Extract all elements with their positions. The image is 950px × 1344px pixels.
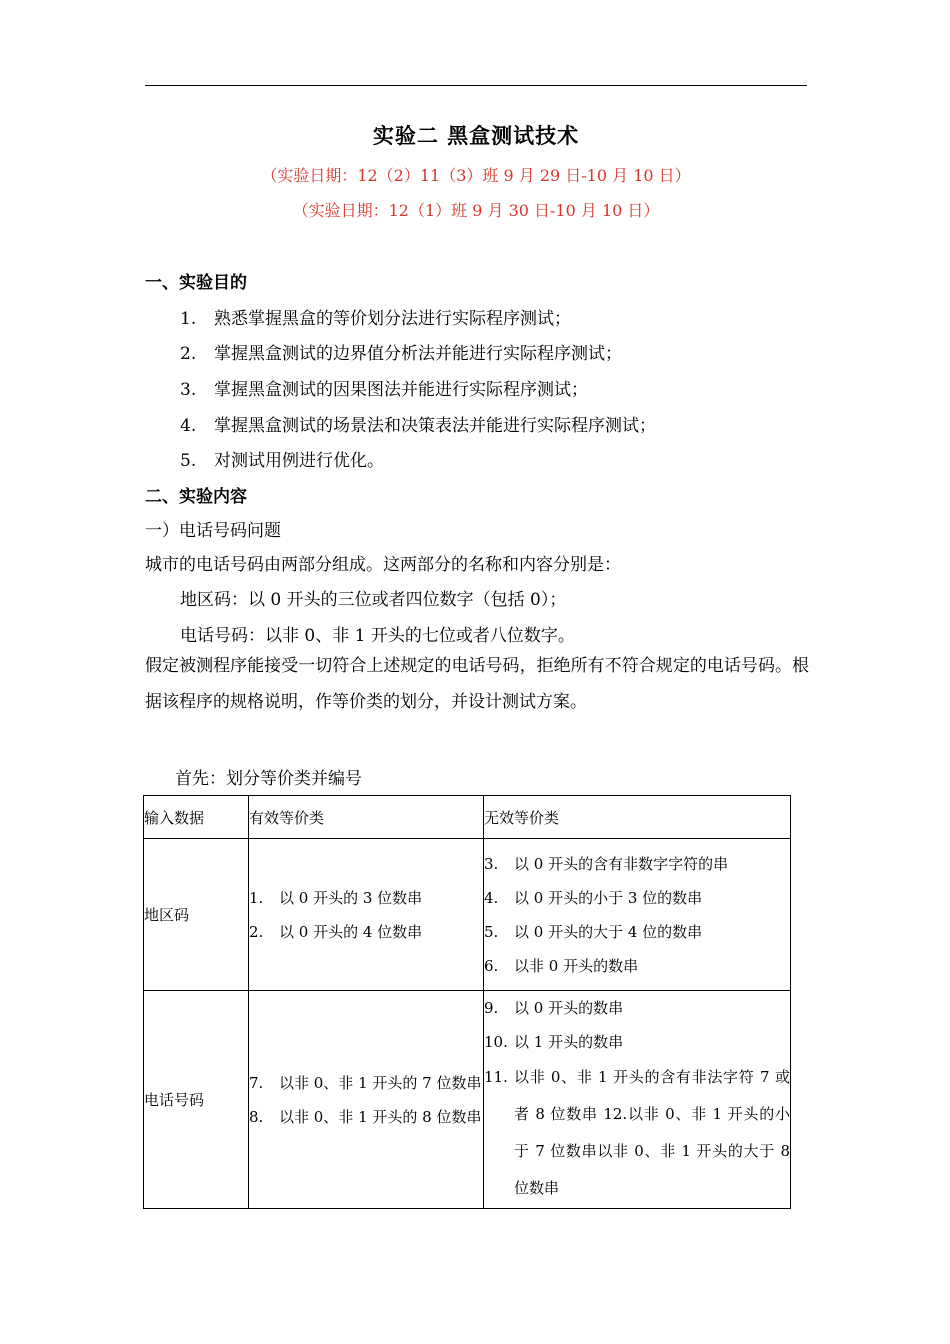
- equivalence-class-table: [143, 795, 791, 1209]
- objective-text: 对测试用例进行优化。: [214, 451, 384, 471]
- header-input-data: 输入数据: [144, 796, 249, 839]
- header-rule: [145, 85, 807, 86]
- table-header-row: [144, 796, 791, 839]
- valid-classes-cell: [249, 991, 484, 1209]
- list-item: 11. 以非 0、非 1 开头的含有非法字符 7 或者 8 位数串 12.以非 0、非 1 开头的小于 7 位数串以非 0、非 1 开头的大于 8 位数串: [484, 1068, 790, 1197]
- objective-text: 熟悉掌握黑盒的等价划分法进行实际程序测试；: [214, 309, 571, 329]
- experiment-date-2: （实验日期：12（1）班 9 月 30 日-10 月 10 日）: [292, 201, 660, 220]
- objective-item: [180, 411, 656, 436]
- list-item: 9. 以 0 开头的数串: [484, 999, 624, 1017]
- sub-heading: 一）电话号码问题: [145, 521, 281, 541]
- row-input-phone-number: 电话号码: [144, 991, 249, 1209]
- objective-text: 掌握黑盒测试的边界值分析法并能进行实际程序测试；: [214, 344, 622, 364]
- list-item: 2. 以 0 开头的 4 位数串: [249, 922, 423, 941]
- objective-item: [180, 375, 588, 400]
- objective-number: 2.: [180, 344, 197, 364]
- valid-classes-cell: [249, 839, 484, 991]
- list-item: 8. 以非 0、非 1 开头的 8 位数串: [249, 1107, 482, 1126]
- list-item: 7. 以非 0、非 1 开头的 7 位数串: [249, 1073, 482, 1092]
- table-row: [144, 991, 791, 1209]
- experiment-date-1: （实验日期：12（2）11（3）班 9 月 29 日-10 月 10 日）: [261, 166, 691, 185]
- table-intro: 首先：划分等价类并编号: [175, 769, 362, 789]
- list-item: 5. 以 0 开头的大于 4 位的数串: [484, 922, 703, 941]
- problem-intro: 城市的电话号码由两部分组成。这两部分的名称和内容分别是：: [145, 555, 621, 575]
- objective-item: [180, 446, 384, 471]
- invalid-classes-cell: [484, 991, 791, 1209]
- invalid-classes-cell: [484, 839, 791, 991]
- objective-text: 掌握黑盒测试的因果图法并能进行实际程序测试；: [214, 380, 588, 400]
- objective-number: 4.: [180, 416, 197, 436]
- list-item: 4. 以 0 开头的小于 3 位的数串: [484, 888, 703, 907]
- assumption-paragraph: 假定被测程序能接受一切符合上述规定的电话号码，拒绝所有不符合规定的电话号码。根据该程序的规格说明，作等价类的划分，并设计测试方案。: [145, 656, 809, 712]
- section-heading-content: 二、实验内容: [145, 487, 247, 507]
- objective-number: 3.: [180, 380, 197, 400]
- objective-item: [180, 304, 571, 329]
- list-item: 6. 以非 0 开头的数串: [484, 956, 639, 975]
- list-item: 1. 以 0 开头的 3 位数串: [249, 888, 423, 907]
- phone-number-definition: 电话号码：以非 0、非 1 开头的七位或者八位数字。: [180, 626, 575, 646]
- section-heading-objectives: 一、实验目的: [145, 273, 247, 293]
- table-row: [144, 839, 791, 991]
- row-input-area-code: 地区码: [144, 839, 249, 991]
- list-item: 10. 以 1 开头的数串: [484, 1033, 624, 1051]
- list-item: 3. 以 0 开头的含有非数字字符的串: [484, 854, 729, 873]
- objective-text: 掌握黑盒测试的场景法和决策表法并能进行实际程序测试；: [214, 416, 656, 436]
- header-invalid-class: 无效等价类: [484, 796, 791, 839]
- objective-number: 5.: [180, 451, 197, 471]
- objective-item: [180, 339, 622, 364]
- page-title: 实验二 黑盒测试技术: [372, 124, 580, 148]
- objective-number: 1.: [180, 309, 197, 329]
- area-code-definition: 地区码：以 0 开头的三位或者四位数字（包括 0）；: [180, 590, 567, 610]
- header-valid-class: 有效等价类: [249, 796, 484, 839]
